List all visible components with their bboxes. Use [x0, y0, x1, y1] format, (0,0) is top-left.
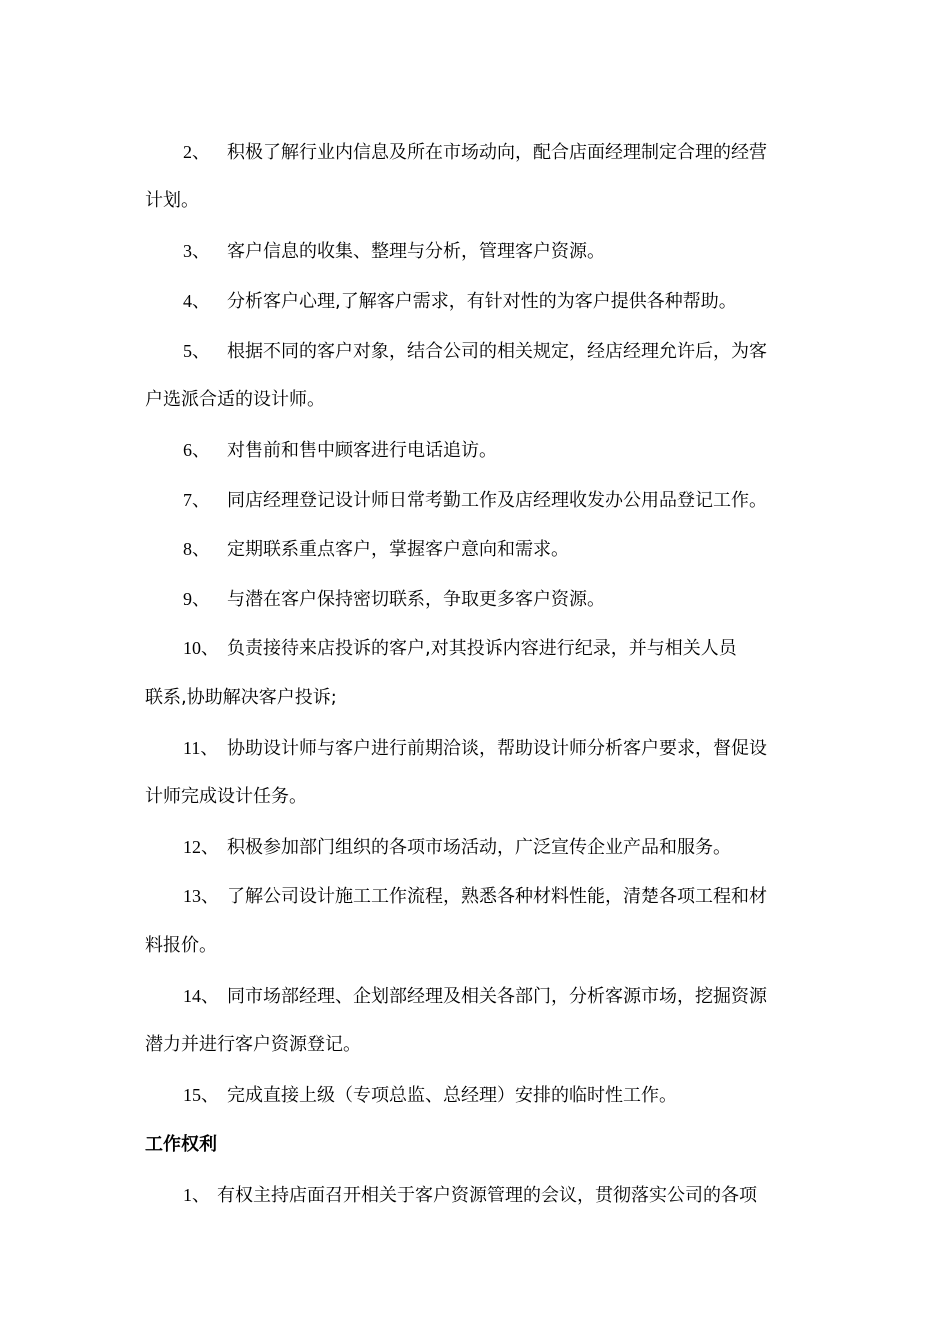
list-item	[183, 1183, 757, 1208]
list-item	[183, 140, 767, 165]
item-continuation: 户选派合适的设计师。	[145, 389, 325, 410]
item-number: 4、	[183, 291, 210, 311]
item-text: 积极参加部门组织的各项市场活动，广泛宣传企业产品和服务。	[227, 837, 731, 858]
item-number: 10、	[183, 638, 219, 658]
item-number: 1、	[183, 1185, 210, 1205]
list-item	[183, 587, 605, 612]
item-text: 完成直接上级（专项总监、总经理）安排的临时性工作。	[227, 1085, 677, 1106]
list-item	[183, 835, 731, 860]
list-item	[183, 1083, 677, 1108]
item-text: 对售前和售中顾客进行电话追访。	[227, 440, 497, 461]
item-number: 3、	[183, 241, 210, 261]
list-item	[183, 289, 737, 314]
list-item	[183, 339, 767, 364]
item-number: 5、	[183, 341, 210, 361]
item-continuation: 料报价。	[145, 935, 217, 956]
item-continuation: 计师完成设计任务。	[145, 786, 307, 807]
item-text: 与潜在客户保持密切联系，争取更多客户资源。	[227, 589, 605, 610]
item-number: 11、	[183, 738, 219, 758]
list-item	[183, 984, 767, 1009]
item-number: 8、	[183, 539, 210, 559]
item-text: 分析客户心理,了解客户需求，有针对性的为客户提供各种帮助。	[227, 291, 737, 312]
item-number: 15、	[183, 1085, 219, 1105]
item-continuation: 联系,协助解决客户投诉;	[145, 687, 337, 708]
list-item	[183, 537, 569, 562]
list-item	[183, 884, 767, 909]
item-number: 6、	[183, 440, 210, 460]
list-item	[183, 438, 497, 463]
item-text: 客户信息的收集、整理与分析，管理客户资源。	[227, 241, 605, 262]
list-item	[183, 239, 605, 264]
item-number: 9、	[183, 589, 210, 609]
item-number: 13、	[183, 886, 219, 906]
item-number: 12、	[183, 837, 219, 857]
section-heading: 工作权利	[145, 1134, 217, 1155]
item-text: 协助设计师与客户进行前期洽谈，帮助设计师分析客户要求，督促设	[227, 738, 767, 759]
item-text: 积极了解行业内信息及所在市场动向，配合店面经理制定合理的经营	[227, 142, 767, 163]
item-text: 有权主持店面召开相关于客户资源管理的会议，贯彻落实公司的各项	[217, 1185, 757, 1206]
item-continuation: 潜力并进行客户资源登记。	[145, 1034, 361, 1055]
list-item	[183, 636, 737, 661]
item-text: 定期联系重点客户，掌握客户意向和需求。	[227, 539, 569, 560]
item-text: 同市场部经理、企划部经理及相关各部门，分析客源市场，挖掘资源	[227, 986, 767, 1007]
item-text: 同店经理登记设计师日常考勤工作及店经理收发办公用品登记工作。	[227, 490, 767, 511]
item-text: 了解公司设计施工工作流程，熟悉各种材料性能，清楚各项工程和材	[227, 886, 767, 907]
item-number: 14、	[183, 986, 219, 1006]
item-text: 根据不同的客户对象，结合公司的相关规定，经店经理允许后，为客	[227, 341, 767, 362]
list-item	[183, 736, 767, 761]
item-continuation: 计划。	[145, 190, 199, 211]
item-number: 7、	[183, 490, 210, 510]
list-item	[183, 488, 767, 513]
item-text: 负责接待来店投诉的客户,对其投诉内容进行纪录，并与相关人员	[227, 638, 737, 659]
item-number: 2、	[183, 142, 210, 162]
